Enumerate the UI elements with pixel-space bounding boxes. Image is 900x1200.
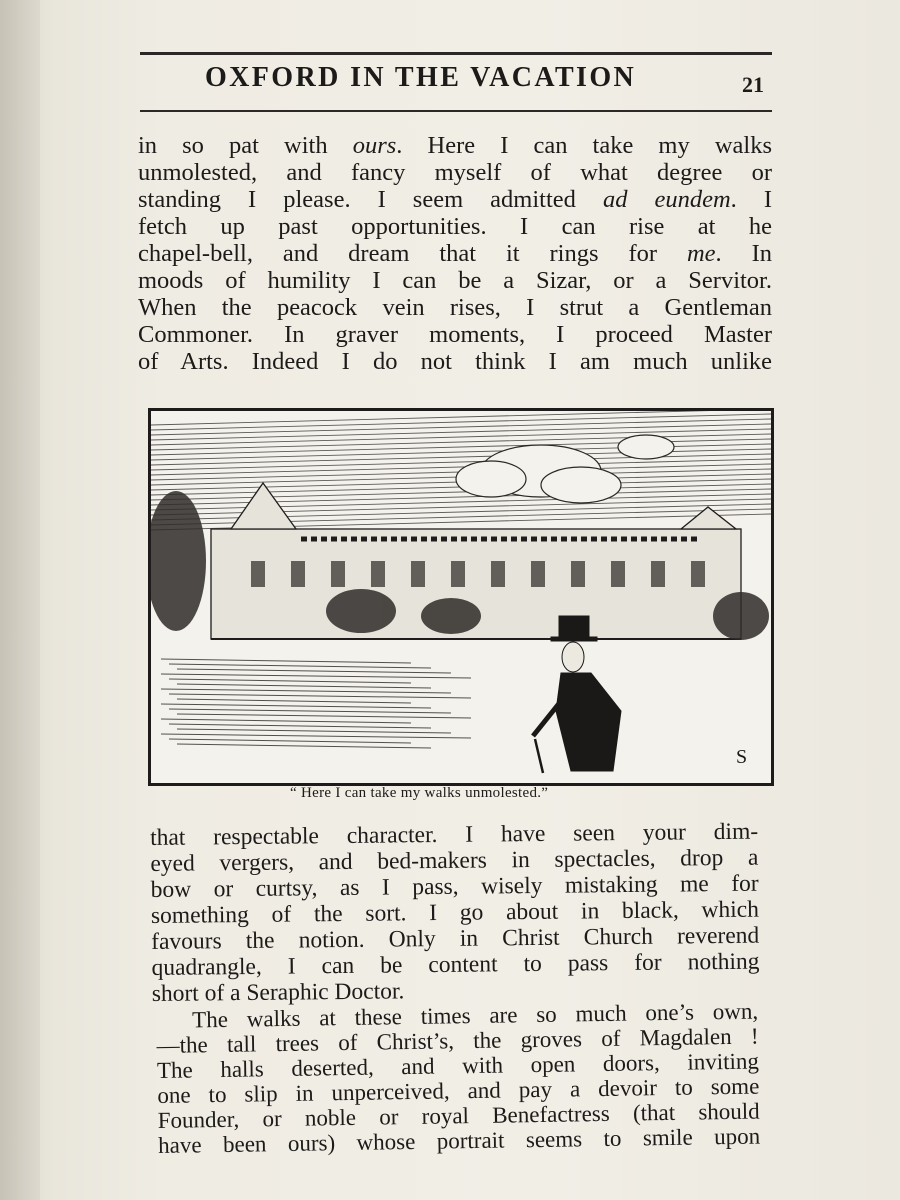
text-line: of Arts. Indeed I do not think I am much unlike [138,348,772,375]
page-number: 21 [742,72,764,97]
text-line: When the peacock vein rises, I strut a Gentleman [138,294,772,321]
text-line: The walks at these times are so much one’s own, [191,998,759,1033]
text-line: favours the notion. Only in Christ Church reverend [151,922,760,955]
text-line: eyed vergers, and bed-makers in spectacles, drop a [150,844,759,877]
cloud-drawing [456,435,674,503]
artist-monogram: S [736,746,748,768]
paragraph-1 [138,132,772,375]
text-line: something of the sort. I go about in black, which [150,896,760,929]
illustration-college-quad [148,408,774,786]
illustration-drawing [151,411,771,783]
text-line: fetch up past opportunities. I can rise at he [138,213,772,240]
text-line: in so pat with ours. Here I can take my walks [138,132,772,159]
text-line: Founder, or noble or royal Benefactress (that should [157,1098,760,1133]
text-line: standing I please. I seem admitted ad eundem. I [138,186,772,213]
book-gutter-shadow [0,0,40,1200]
paragraph-2 [150,819,760,1007]
text-line: moods of humility I can be a Sizar, or a Servitor. [138,267,772,294]
text-line: The halls deserted, and with open doors, inviting [156,1048,760,1083]
text-line: unmolested, and fancy myself of what degree or [138,159,772,186]
text-line: Commoner. In graver moments, I proceed Master [138,321,772,348]
text-line: —the tall trees of Christ’s, the groves of Magdalen ! [156,1023,759,1058]
paragraph-3 [156,999,760,1158]
header-rule-top [140,52,772,55]
text-line: chapel-bell, and dream that it rings for me. In [138,240,772,267]
running-head-title: OXFORD IN THE VACATION [205,62,637,93]
text-line: that respectable character. I have seen your dim- [150,818,759,851]
header-rule-bottom [140,110,772,112]
text-line: bow or curtsy, as I pass, wisely mistaking me for [150,870,759,903]
text-line: short of a Seraphic Doctor. [151,978,405,1007]
text-line: one to slip in unperceived, and pay a devoir to some [157,1073,760,1108]
text-line: have been ours) whose portrait seems to smile upon [157,1123,761,1158]
text-line: quadrangle, I can be content to pass for nothing [151,948,760,981]
illustration-caption: “ Here I can take my walks unmolested.” [290,785,549,801]
